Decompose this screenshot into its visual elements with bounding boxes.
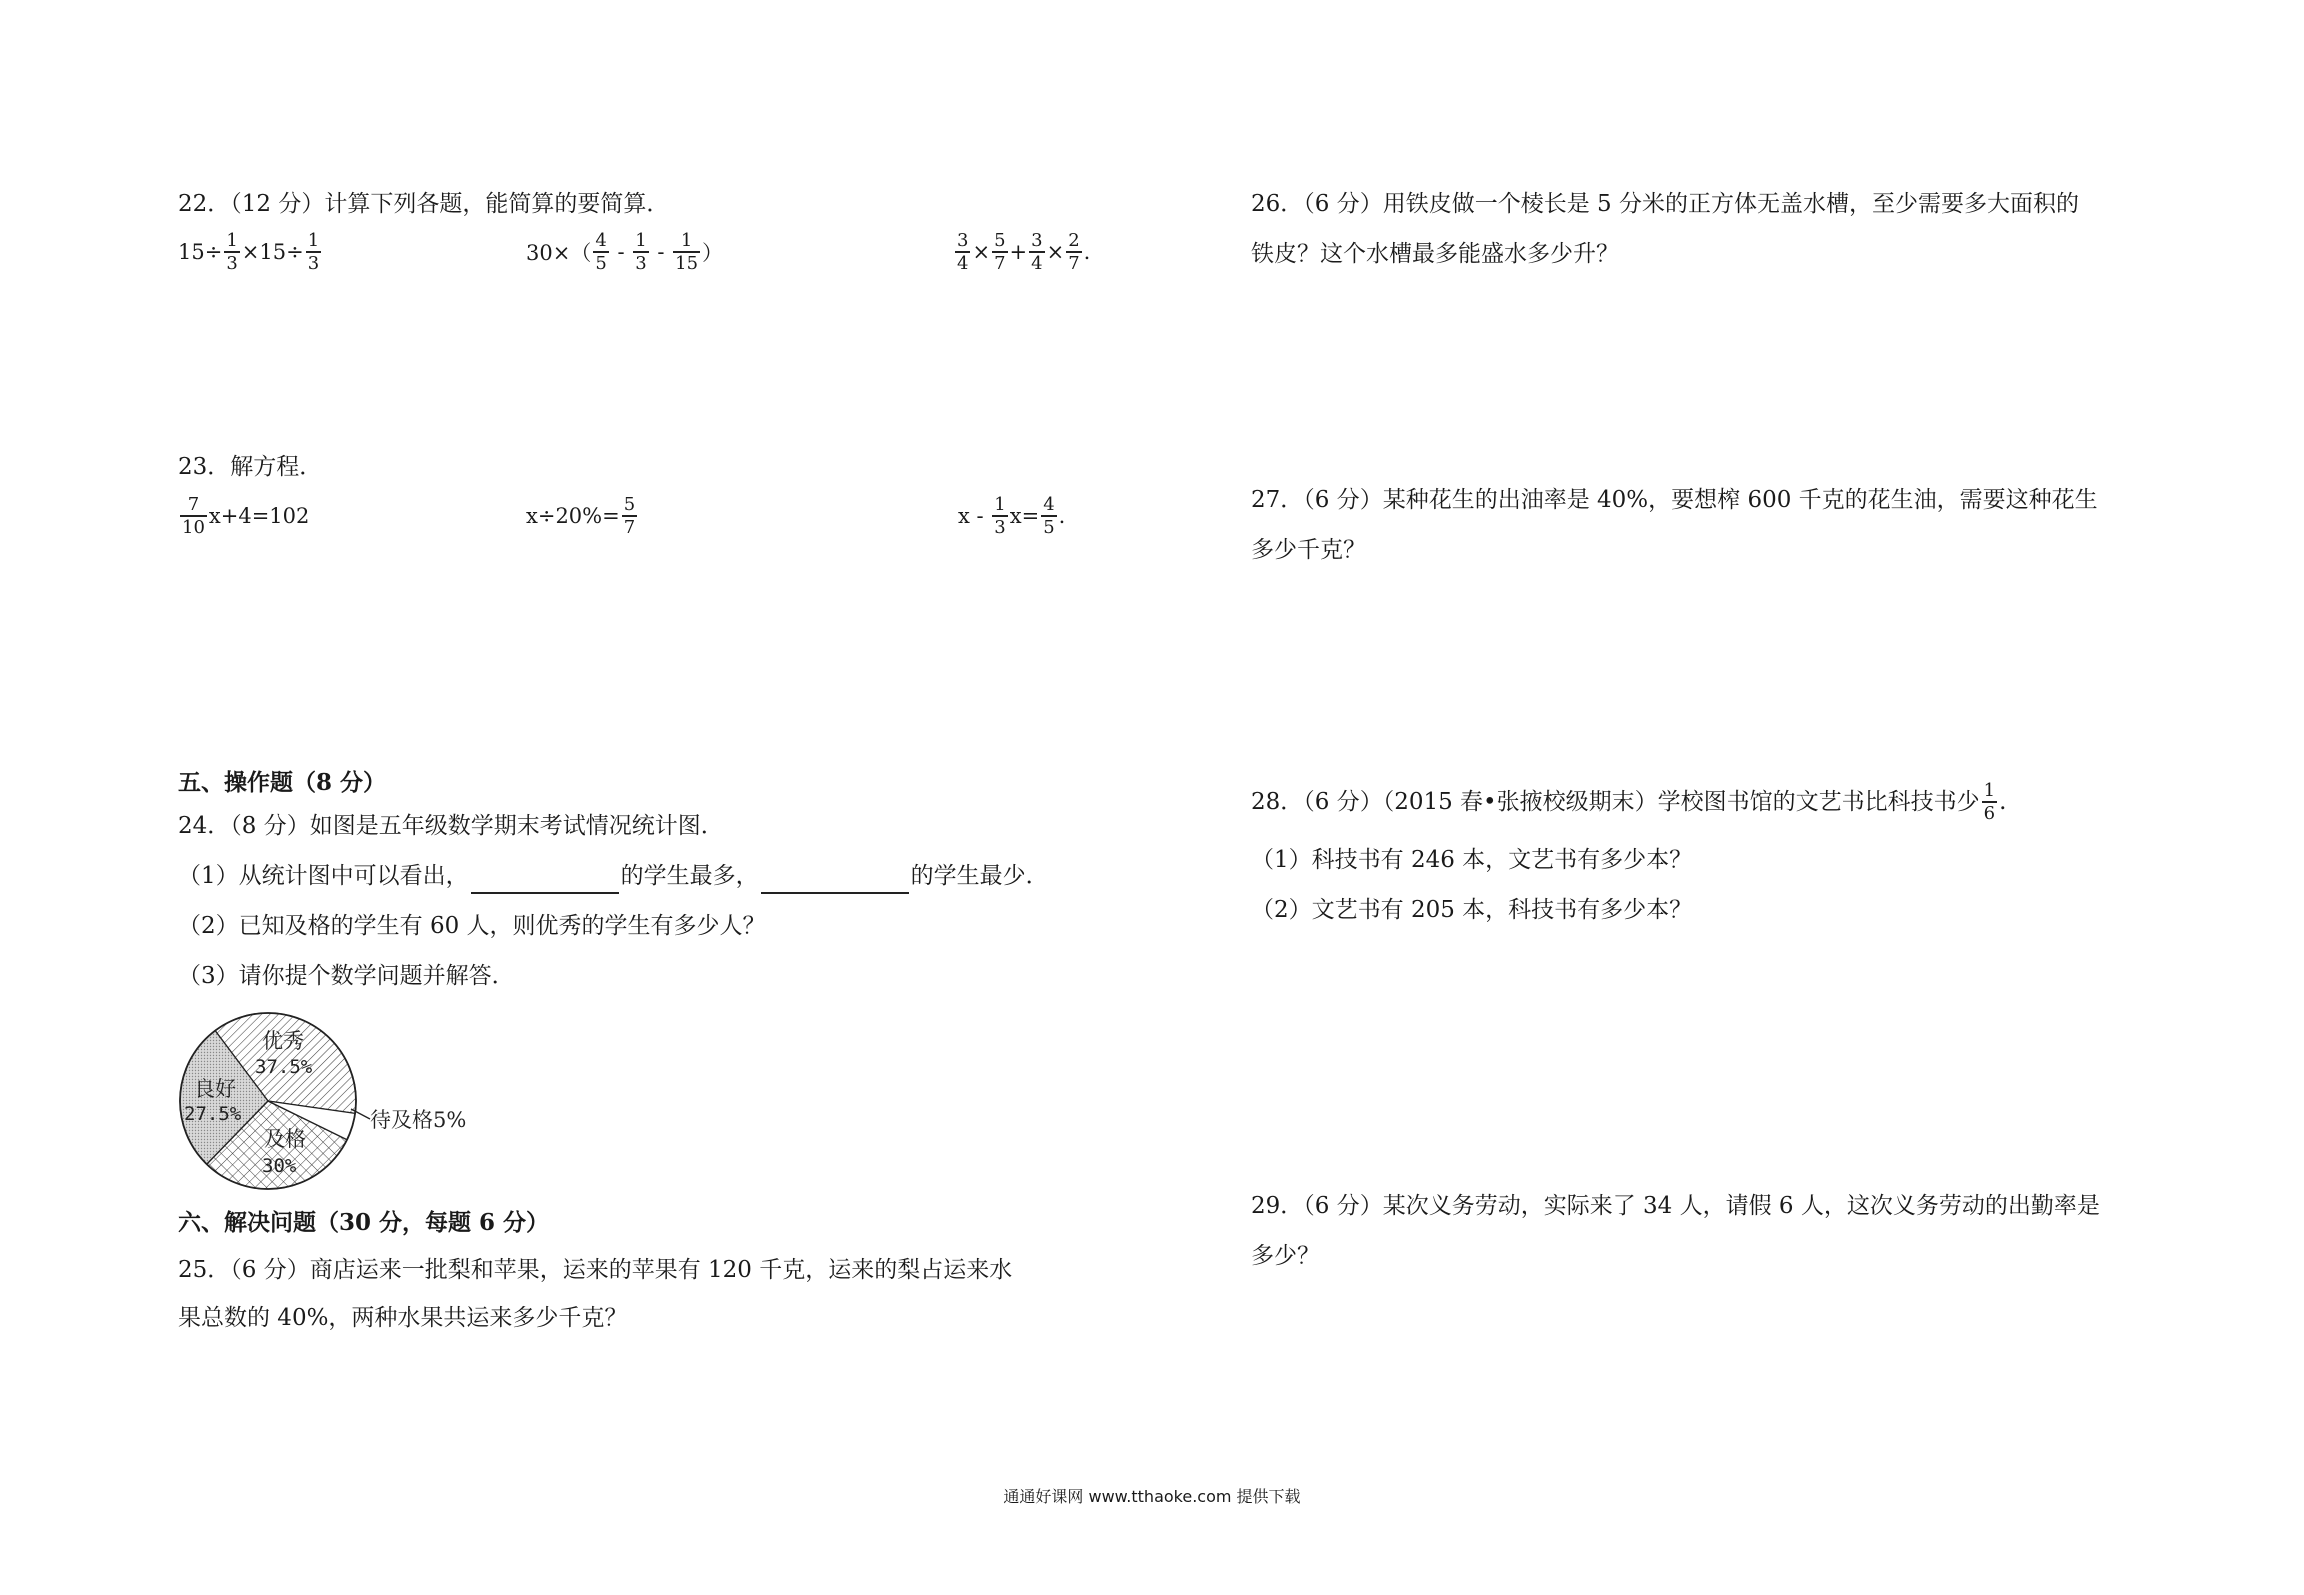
q22-expr1 [178, 232, 323, 273]
expr-text: x - [958, 504, 991, 529]
expr-text: x÷20%= [526, 504, 620, 529]
label-jige-pct: 30% [262, 1155, 297, 1177]
denominator: 3 [994, 516, 1006, 538]
q29-line1: 29．（6 分）某次义务劳动，实际来了 34 人，请假 6 人，这次义务劳动的出勤率是 [1251, 1193, 2100, 1219]
numerator: 2 [1068, 230, 1080, 251]
denominator: 7 [623, 516, 636, 538]
numerator: 1 [680, 230, 693, 251]
q24-part1-text: 的学生最少． [910, 863, 1049, 889]
q24-title: 24．（8 分）如图是五年级数学期末考试情况统计图． [178, 813, 724, 839]
denominator: 5 [1043, 516, 1055, 538]
label-lianghao: 良好 [194, 1077, 236, 1101]
expr-text: x= [1009, 504, 1040, 529]
label-youxiu-pct: 37.5% [255, 1056, 313, 1078]
expr-text: 15÷ [178, 240, 223, 265]
denominator: 6 [1983, 802, 1996, 824]
expr-text: . [1058, 504, 1066, 529]
exam-pie-chart [176, 1006, 506, 1196]
fraction [992, 496, 1007, 537]
q29-line2: 多少？ [1251, 1243, 1320, 1269]
q28-part2: （2）文艺书有 205 本，科技书有多少本？ [1251, 897, 1693, 923]
fraction [1041, 496, 1056, 537]
fraction [1029, 232, 1044, 273]
denominator: 15 [675, 252, 699, 274]
q22-expr3 [953, 232, 1090, 273]
q23-eq2 [526, 496, 639, 537]
fraction [1982, 782, 1997, 823]
q28-part1: （1）科技书有 246 本，文艺书有多少本？ [1251, 847, 1693, 873]
numerator: 1 [1983, 780, 1996, 801]
numerator: 4 [595, 230, 607, 251]
fraction [622, 496, 637, 537]
denominator: 3 [226, 252, 238, 274]
label-daijige: 待及格5% [370, 1108, 467, 1132]
numerator: 1 [994, 494, 1006, 515]
q26-line1: 26．（6 分）用铁皮做一个棱长是 5 分米的正方体无盖水槽，至少需要多大面积的 [1251, 191, 2079, 217]
fraction [673, 232, 700, 273]
answer-blank[interactable] [471, 870, 619, 894]
q24-part3: （3）请你提个数学问题并解答． [178, 963, 515, 989]
q26-line2: 铁皮？这个水槽最多能盛水多少升？ [1251, 241, 1619, 267]
numerator: 4 [1043, 494, 1055, 515]
page-footer: 通通好课网 www.tthaoke.com 提供下载 [1003, 1487, 1301, 1506]
fraction [992, 232, 1007, 273]
q24-part1-text: 的学生最多， [620, 863, 759, 889]
expr-text: 30×（ [526, 241, 592, 266]
q28-text: . [1999, 789, 2007, 816]
q22-title: 22．（12 分）计算下列各题，能简算的要简算． [178, 191, 670, 217]
label-lianghao-pct: 27.5% [184, 1103, 242, 1125]
expr-text: . [1083, 240, 1091, 265]
label-jige: 及格 [264, 1127, 306, 1151]
fraction [955, 232, 970, 273]
q27-line1: 27．（6 分）某种花生的出油率是 40%，要想榨 600 千克的花生油，需要这种花生 [1251, 487, 2098, 513]
fraction [593, 232, 608, 273]
section-5-heading: 五、操作题（8 分） [178, 769, 387, 796]
expr-text: + [1009, 240, 1028, 265]
numerator: 3 [1031, 230, 1043, 251]
q25-line1: 25．（6 分）商店运来一批梨和苹果，运来的苹果有 120 千克，运来的梨占运来水 [178, 1257, 1013, 1283]
numerator: 1 [307, 230, 320, 251]
q27-line2: 多少千克？ [1251, 537, 1366, 563]
q28-text: 28．（6 分）（2015 春•张掖校级期末）学校图书馆的文艺书比科技书少 [1251, 789, 1980, 816]
numerator: 5 [623, 494, 636, 515]
expr-text: × [1046, 240, 1065, 265]
denominator: 4 [1031, 252, 1043, 274]
q24-part1-text: （1）从统计图中可以看出， [178, 863, 469, 889]
fraction [1066, 232, 1081, 273]
section-6-heading: 六、解决问题（30 分，每题 6 分） [178, 1209, 550, 1236]
expr-text: - [610, 240, 632, 265]
numerator: 5 [994, 230, 1006, 251]
denominator: 3 [635, 252, 647, 274]
answer-blank[interactable] [761, 870, 909, 894]
expr-text: x+4=102 [208, 504, 310, 529]
q25-line2: 果总数的 40%，两种水果共运来多少千克？ [178, 1305, 628, 1331]
expr-text: × [972, 240, 991, 265]
expr-text: ×15÷ [241, 240, 304, 265]
numerator: 7 [187, 494, 200, 515]
fraction [306, 232, 321, 273]
q24-part2: （2）已知及格的学生有 60 人，则优秀的学生有多少人？ [178, 913, 766, 939]
numerator: 1 [226, 230, 238, 251]
denominator: 5 [595, 252, 607, 274]
q23-title: 23．解方程． [178, 454, 323, 480]
numerator: 3 [957, 230, 969, 251]
denominator: 7 [1068, 252, 1080, 274]
denominator: 4 [957, 252, 969, 274]
q28-line1 [1251, 782, 2006, 823]
fraction [180, 496, 207, 537]
q22-expr2 [526, 232, 723, 273]
fraction [633, 232, 648, 273]
denominator: 3 [307, 252, 320, 274]
fraction [224, 232, 239, 273]
expr-text: ） [702, 241, 724, 266]
denominator: 7 [994, 252, 1006, 274]
label-youxiu: 优秀 [262, 1029, 304, 1053]
numerator: 1 [635, 230, 647, 251]
q24-part1 [178, 858, 1049, 894]
q23-eq1 [178, 496, 309, 537]
expr-text: - [650, 240, 672, 265]
q23-eq3 [958, 496, 1065, 537]
denominator: 10 [182, 516, 205, 538]
